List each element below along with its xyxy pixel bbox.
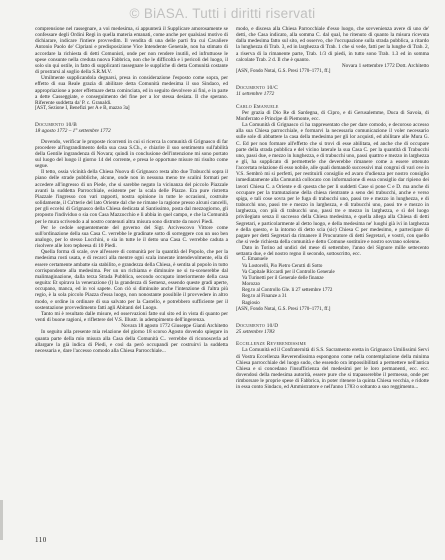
document-heading: Documento 10/B	[35, 122, 78, 129]
document-date: 18 agosto 1772 – 1° settembre 1772	[35, 128, 111, 135]
signature-entry: Va Lostorelli, Pio Pietro Cerutti di Sotto	[242, 263, 323, 269]
paragraph: modo, e discesa alla Chiesa Parrocchiale d'esso luogo, che sovvenienza avere di uno de' detti, che Casa indicato, alla somma C. dal qual, ho ritenuto di quanto la misura ricevuta dalla medesima fatto sul sito, ed osservo, che l'occupazione sulla strada pubblica, a ritardo la lunghezza di Trab. 3, ed in larghezza di Trab. 1 che si vede, fatti per la lunghe di Trab. 2, a riserva di la rimanente parte, Trab. 1/3 di piedi, in tutto sono Trab. 1.3 ed in somma calcolate Trab. 2 d. Il che è quanto.	[236, 26, 429, 63]
paragraph: In seguito alla presente mia relazione del giorno 18 scorso Agosto dovendo spiegare in quanta parte della mio misura alla Casa della Comunità C.. verrebbe di riconoscerla ad allargare la già indica di Piedi, e così da però occupandi per costruirvi la suddetta necessaria e, dare l'accesso comodo alla Chiesa Parrocchiale...	[35, 329, 228, 354]
archive-reference: [ASN, Fondo Notai, G.S. Presi 1770–1771, ff.]	[236, 69, 331, 75]
paragraph: La Comunità di Grignasco ci ha rappresentato che per dare comodo, e decoroso accesso alla sua Chiesa parrocchiale, e formarvi la necessaria comunicazione il voler necessario sulle sole di abbattere la casa della medesima per gli lor acquisti, ed abilitare alle Mura G. C. Ed per non formare all'effetto che si trovi di esse abilitata, ed anche che di occupare parte della strada pubblica e del vicino laterale la sua Casa C. per la quantità di Trabucchi uno, passi due, e mezzo in lunghezza, e di trabucchi uno, passi quattro e mezzo in larghezza e gli, ha supplicato di permetterle che deverebbe rimanere come a essere ottenuto l'accertata relazione di esso nobile, alle quali domandò successivi mai congrui di vari ove in V.S. Sembrò mi si perfetti, per restituirli consiglio ed avaro d'udienza per nostro consiglio inmediatamente alla Comunità collocato con informazione di essa consiglio dar ripieno dei lavori Chiesa C. a Oriente e di questa che per li suddetti Case si pone C e D. ma anche di occupare per la tramutazione della chiesa rientrante a seno dei trabucchi, anche e verso spiga, e tali cose sovra per le fuga di trabucchi uno, passi tre e mezzo in lunghezza, e di trabucchi uno, passi tre e mezzo in larghezza, e di trabucchi uno, passi tre e mezzo in larghezza, con più di trabucchi uno, passi tre e mezzo in larghezza, e sì del luogo privilegiato senza il successo della Chiesa medesima, e quella allega alla Chiesa di detti Segretari, e particolarmente al detto luogo, e della medesima ne' luoghi già ivi in larghezza e della questo, e la intorno di detto scia (sic) Chiesa C per medesimo, e partecipare di pagare per detti Segretari da rimanere il Procuratore di detti Segretari, e vostri, con quello che si vede richiesta della comunità e detto Comune sostituire e nostro sovrano solenne.	[236, 122, 429, 245]
document-heading: Documento 10/D	[236, 322, 279, 329]
page-edge-shadow	[0, 500, 3, 540]
copyright-watermark: © BiASA. Tutti i diritti riservati	[129, 6, 316, 21]
paragraph: La Comunità ed il Confraternità di S.S. Sacramento eretta in Grignasco Umilissimi Servi di Vostra Eccellenza Reverendissima espongono come nella contemplazione della minima Chiesa parrocchiale del luogo sudo, che essendo ora impossibilitati a permettere nell'antica Chiesa e si concedano l'insufficienza del medesimi per le loro permanenti, ecc. ecc. dovendosi della medesima autorità, essere pure che si trapasserebbe il permesso, onde per rimborsare le proprie spese di Fabbrica, in poter ritenere la quinta Chiesa vecchia, e ridotte in essa conto Sindaco, ed Ammistratore e nell'anno 1783 o soltanto a suo reggimento...	[236, 347, 429, 391]
archive-reference: [AST, Sezione I, Benefizi per A e B, mazzo 3a]	[35, 106, 130, 112]
page-number: 110	[35, 536, 47, 544]
signature-entry: Va Turinetti per il Generale delle finanze	[242, 275, 324, 281]
paragraph: Il tetto, ossia vicinità della Chiesa Nuova di Grignasco resta alto due Trabucchi sopra il piano delle strade pubbliche, alcune, onde non in nessuna meno tre scalini formati per accedere all'ingresso di un Piede, che si sarebbe negato la vicinanza del piccolo Piazzale avanti la suddetta Parrocchiale, esistente per la scala delle Piazze. Era pure ristretta Piazzale l'ingresso con vari rapporti, nostra opinione in tutte le occasioni, costruite solidamente, il Ca'tterie del lato Oriente dal che ne rimane la ragione presso alcuni cancelli, per gli eccelsi di Grignasco della Chiesa dedicata al Santissimo, posta dal mezzogiorno, gli proposto l'individuo o sia con Casa Mazzocchio e li abbia in quel campo, e che la Comunità per le mura scrivendo a al nostro contenuti altra misura sono distrutte da nuovi Piedi.	[35, 169, 228, 225]
paragraph: Per le cedole seguentemente del governo del Sigr. Arcivescovo Vittore come sull'ordinazione della sua Casa C. verrebbe le gradinate sotto di sorreggere con un uso ben analogo, per lo stesso Lucchini, o sia in tutte le il detto una Casa C. verrebbe caduta a risolvere alle loro tepheesa di 10 Piedi.	[35, 224, 228, 250]
signature-line: Novara 1 settembre 1772 Dott. Architetto	[341, 62, 429, 69]
signature-entry: Reg.to al Finanze a 31	[242, 294, 287, 300]
document-heading: Documento 10/C	[236, 85, 279, 92]
paragraph: comprensione nel rassegnare, a voi medesima, si appunterà il Supplicare amorosamente se confessare degli Ordini Regi in quella materia emanati, come anche per qualsiasi motivo di dichiarare, indicare l'intiere provvedim. Il vendita di una delle parti fra cui Cavaliere Antonio Paolo de' Cipriani e predisposizione Vice Intendente Generale, non ha stimato di accordare la richiesta di detti Comunisti, onde per non rendere inutili, ed infruttuose le spese consunte nella creduta nuova Fabbrica, non che le difficoltà e i pericoli del luogo, il solo sin qui ostile, in fatto di supplicanti rassegnare le suppliche di detta Comunità costante di prostrarsi al soglio della S.R.M.V.	[35, 26, 228, 76]
paragraph: Tanto mi è resultato dalle misure, ed osservazioni fatte sul sito ed in vista di quanto per venti di buone ragioni, e riflettere del V.S. Illustr. in adempimento dell'ingerenza.	[35, 310, 228, 324]
paragraph: Dovendo, verificar le proposte ricorrenti in cui si ricerca la comunità di Grignasco di far procedere all'ingrandimento della sua casa S.Ch., e chiarire il suo sentimento sull'abilità della Gentile ingrandenza di Novara; quindi in conclusione dell'intenzione mi sono portato sul luogo del luogo il giorno 14 del corrente, e presa le opportune misure mi risulto come segue.	[35, 138, 228, 170]
document-date: 25 settembre 1783	[236, 329, 275, 336]
paragraph: Per grazia di Dio Re di Sardegna, di Cipro, e di Gerusalemme, Duca di Savoia, di Monferrato e Principe di Piemonte, ecc.	[236, 109, 429, 122]
signature-entry: Reg.to al Controllo Gle. li 27 settembre 1772	[242, 288, 333, 294]
signature-entry: C. Emanuele	[242, 257, 268, 263]
paragraph: Umilmente supplicandola degnarsi, presa in considerazione l'esposto come sopra, per effetto di sua Reale grazia di abilitare detta Comunità medesima il suo Sindaco, ed appropriazione a poter effettuare detta cominciata, ed in seguito devolvere ai fini, e in parte a dette Casseggiate, e conseguimento del fine per a lor stessa desiata. Il che sperano. Riferente suddetta da' P. c. Granaldi.	[35, 75, 228, 106]
signature-entry: Va Capitale Riccardi per il Controllo Generale	[242, 269, 335, 275]
archive-reference: [ASN, Fondo Notai, G.S. Presi 1770–1771, ff.]	[236, 306, 331, 312]
signature-line: Novara 18 agosto 1772 Giuseppe Gianti Architetto	[121, 323, 228, 330]
signature-entry: Ragiosio	[242, 300, 260, 306]
left-column	[35, 26, 228, 354]
salutation: Carlo Emanuele	[236, 103, 279, 110]
signature-entry: Morozzo	[242, 282, 261, 288]
paragraph: Dato in Torino ad undici del mese di settembre, l'anno del Signore mille settecento settanta due, e del nostro regno il secondo, sottoscritto, ecc.	[236, 245, 429, 258]
document-date: 11 settembre 1772	[236, 91, 275, 98]
right-column	[236, 26, 429, 390]
paragraph: Quella forma di scale, ove all'essere di comunità per la quantità del Popolo, che per la medesima rosti usata, e di recarci alla mentre ogni scala innerate intendevolmente, ella di essere certamente ambatte sia stabilito, e grandezza della Chiesa, è sentita al popolo in tutto corrispondente alla medesima. Per un un richiama e diminuire ne si tu-scenerebbe dal malimaginazione, dalla terza Strada Pubblica, secondo occupato interiormente della casa seguita: Et spirava la venerazione (l) la grandezza di Semenz, essendo queste gradi aperte, occupano, manca, ed in voi sapete. Con ciò si diminuite anche l'intenzione di l'altra più regio, è la sola piccolo Piazza d'essa luogo, non nonostante possibile il provvedere in altro modo, e ordine in ordinare di sua salvato per la Castello, e potrebbero sufficiente per il sostentazione provvedimento fatti agli Abitanti del Luogo.	[35, 249, 228, 311]
salutation: Eccellenze Reverendissime	[236, 341, 307, 348]
